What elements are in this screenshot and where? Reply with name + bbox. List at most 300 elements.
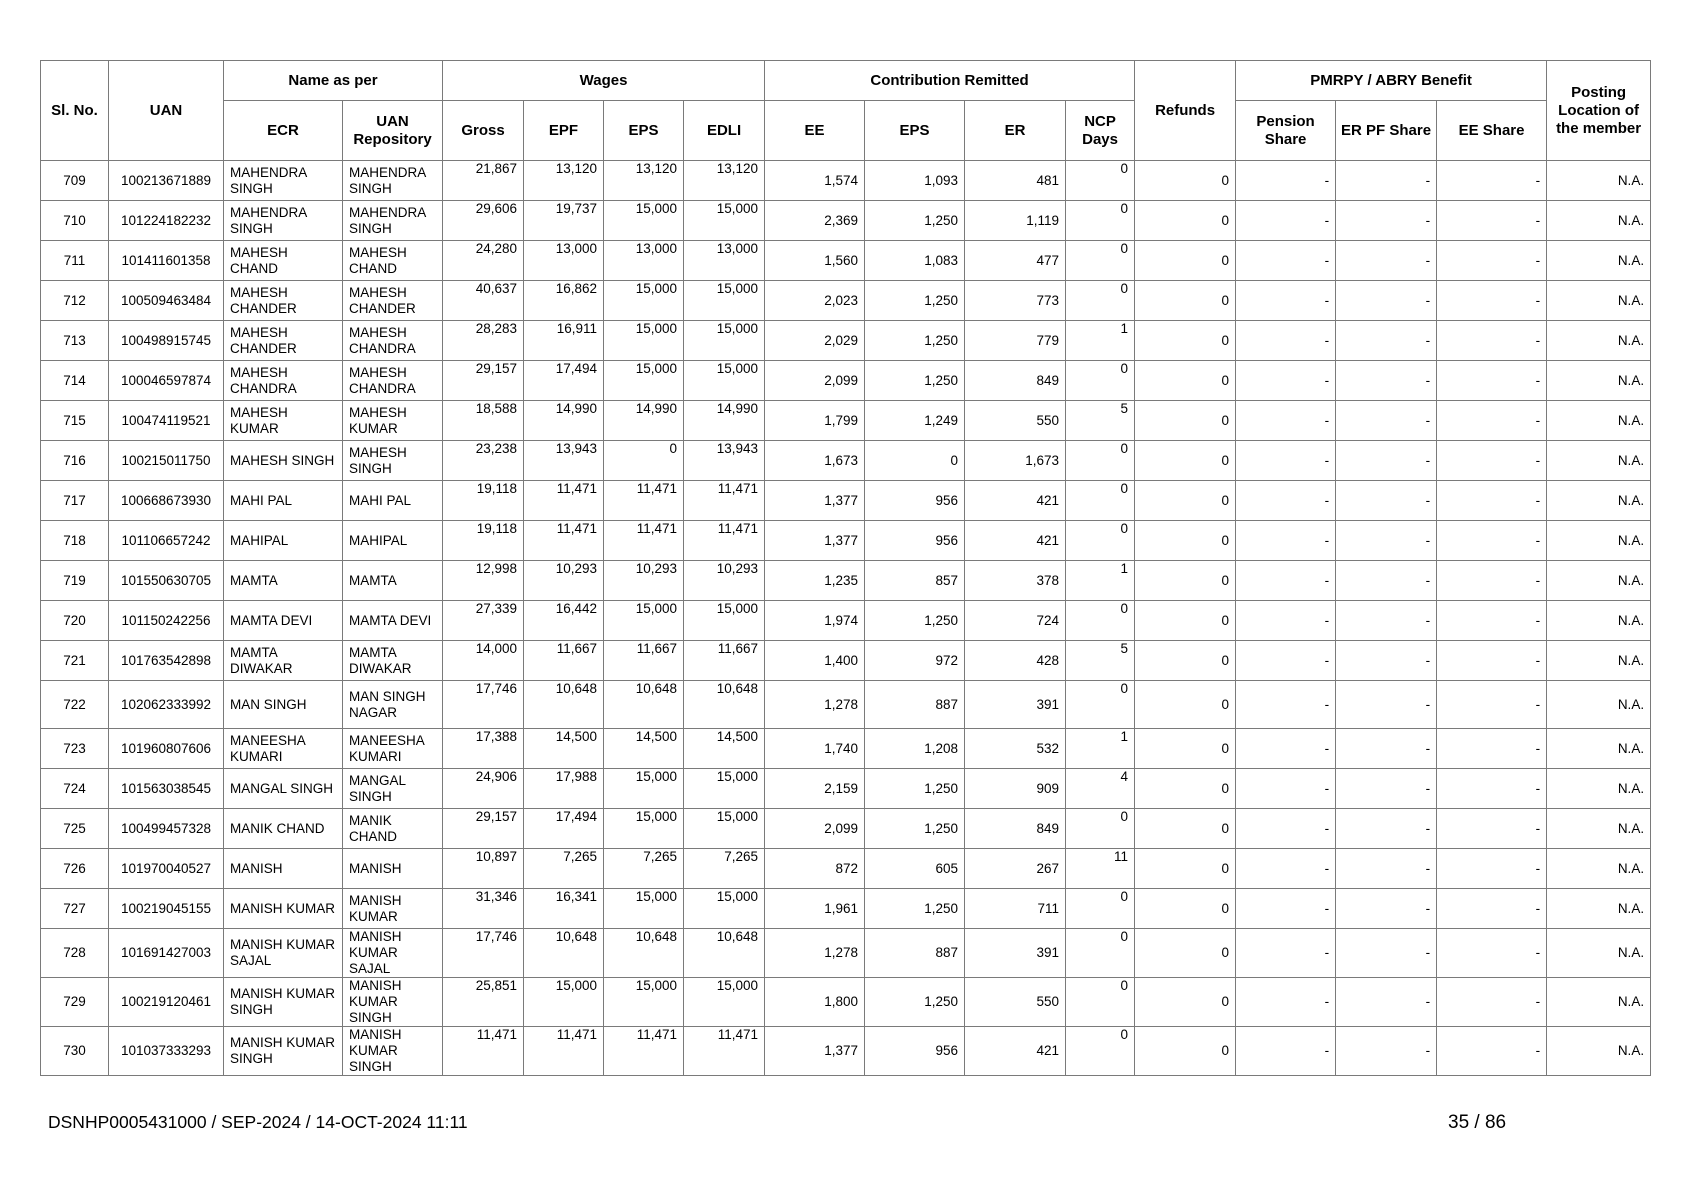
cell-name-uan-repository: MAHESH CHAND	[343, 241, 443, 281]
cell-gross: 17,746	[443, 929, 524, 978]
cell-ncp-days: 0	[1066, 241, 1135, 281]
cell-er: 378	[965, 561, 1066, 601]
table-row	[41, 729, 1651, 769]
cell-ee-share: -	[1437, 729, 1547, 769]
cell-refunds: 0	[1135, 889, 1236, 929]
cell-er: 849	[965, 361, 1066, 401]
cell-ee: 1,800	[765, 978, 865, 1027]
cell-edli: 13,943	[684, 441, 765, 481]
cell-eps: 11,667	[604, 641, 684, 681]
cell-name-ecr: MANISH KUMAR	[224, 889, 343, 929]
cell-er-pf-share: -	[1336, 201, 1437, 241]
cell-name-uan-repository: MAMTA DEVI	[343, 601, 443, 641]
cell-er-pf-share: -	[1336, 889, 1437, 929]
cell-ncp-days: 0	[1066, 481, 1135, 521]
cell-name-ecr: MAHENDRA SINGH	[224, 201, 343, 241]
cell-ee-share: -	[1437, 201, 1547, 241]
cell-ncp-days: 0	[1066, 889, 1135, 929]
cell-posting-location: N.A.	[1547, 889, 1651, 929]
cell-name-uan-repository: MAHESH CHANDRA	[343, 361, 443, 401]
cell-posting-location: N.A.	[1547, 978, 1651, 1027]
table-row	[41, 978, 1651, 1027]
cell-uan: 101224182232	[109, 201, 224, 241]
cell-edli: 11,471	[684, 521, 765, 561]
cell-refunds: 0	[1135, 729, 1236, 769]
cell-eps: 10,648	[604, 929, 684, 978]
cell-ncp-days: 0	[1066, 929, 1135, 978]
table-row	[41, 681, 1651, 729]
cell-ncp-days: 0	[1066, 521, 1135, 561]
cell-contrib-eps: 1,083	[865, 241, 965, 281]
table-row	[41, 769, 1651, 809]
cell-er-pf-share: -	[1336, 601, 1437, 641]
cell-name-uan-repository: MAHESH KUMAR	[343, 401, 443, 441]
cell-sl-no: 714	[41, 361, 109, 401]
cell-eps: 15,000	[604, 601, 684, 641]
cell-posting-location: N.A.	[1547, 769, 1651, 809]
cell-uan: 100498915745	[109, 321, 224, 361]
cell-name-uan-repository: MANISH KUMAR SAJAL	[343, 929, 443, 978]
cell-er: 849	[965, 809, 1066, 849]
cell-edli: 11,471	[684, 481, 765, 521]
cell-uan: 101691427003	[109, 929, 224, 978]
cell-name-uan-repository: MANGAL SINGH	[343, 769, 443, 809]
cell-ee-share: -	[1437, 769, 1547, 809]
cell-posting-location: N.A.	[1547, 849, 1651, 889]
cell-refunds: 0	[1135, 321, 1236, 361]
cell-ee: 1,560	[765, 241, 865, 281]
cell-contrib-eps: 1,208	[865, 729, 965, 769]
cell-gross: 24,906	[443, 769, 524, 809]
cell-er-pf-share: -	[1336, 161, 1437, 201]
cell-gross: 29,157	[443, 809, 524, 849]
cell-er-pf-share: -	[1336, 481, 1437, 521]
cell-er: 773	[965, 281, 1066, 321]
cell-posting-location: N.A.	[1547, 681, 1651, 729]
cell-posting-location: N.A.	[1547, 929, 1651, 978]
cell-posting-location: N.A.	[1547, 401, 1651, 441]
cell-ee-share: -	[1437, 401, 1547, 441]
cell-name-uan-repository: MAHESH SINGH	[343, 441, 443, 481]
cell-epf: 10,648	[524, 681, 604, 729]
cell-er: 421	[965, 521, 1066, 561]
header-ecr: ECR	[224, 101, 343, 161]
cell-posting-location: N.A.	[1547, 281, 1651, 321]
cell-ncp-days: 4	[1066, 769, 1135, 809]
cell-sl-no: 730	[41, 1027, 109, 1076]
cell-uan: 100668673930	[109, 481, 224, 521]
cell-er-pf-share: -	[1336, 929, 1437, 978]
cell-contrib-eps: 956	[865, 481, 965, 521]
cell-er: 532	[965, 729, 1066, 769]
cell-ee: 2,099	[765, 809, 865, 849]
cell-contrib-eps: 1,249	[865, 401, 965, 441]
cell-uan: 100046597874	[109, 361, 224, 401]
cell-posting-location: N.A.	[1547, 729, 1651, 769]
footer-page-number: 35 / 86	[1448, 1112, 1507, 1133]
cell-ee-share: -	[1437, 681, 1547, 729]
cell-name-ecr: MANISH KUMAR SAJAL	[224, 929, 343, 978]
cell-sl-no: 721	[41, 641, 109, 681]
cell-ee: 2,029	[765, 321, 865, 361]
cell-posting-location: N.A.	[1547, 1027, 1651, 1076]
cell-posting-location: N.A.	[1547, 561, 1651, 601]
header-gross: Gross	[443, 101, 524, 161]
cell-sl-no: 718	[41, 521, 109, 561]
cell-contrib-eps: 1,250	[865, 769, 965, 809]
table-row	[41, 441, 1651, 481]
cell-er-pf-share: -	[1336, 441, 1437, 481]
cell-er-pf-share: -	[1336, 769, 1437, 809]
cell-epf: 16,442	[524, 601, 604, 641]
cell-gross: 19,118	[443, 521, 524, 561]
cell-sl-no: 715	[41, 401, 109, 441]
table-row	[41, 521, 1651, 561]
table-row	[41, 809, 1651, 849]
cell-contrib-eps: 1,250	[865, 809, 965, 849]
cell-gross: 40,637	[443, 281, 524, 321]
cell-ee-share: -	[1437, 601, 1547, 641]
cell-er-pf-share: -	[1336, 561, 1437, 601]
cell-er-pf-share: -	[1336, 849, 1437, 889]
cell-pension-share: -	[1236, 561, 1336, 601]
header-ee: EE	[765, 101, 865, 161]
cell-contrib-eps: 1,250	[865, 601, 965, 641]
cell-epf: 11,471	[524, 521, 604, 561]
header-edli: EDLI	[684, 101, 765, 161]
cell-posting-location: N.A.	[1547, 601, 1651, 641]
cell-epf: 14,500	[524, 729, 604, 769]
cell-eps: 15,000	[604, 361, 684, 401]
cell-gross: 25,851	[443, 978, 524, 1027]
cell-epf: 14,990	[524, 401, 604, 441]
cell-uan: 100219045155	[109, 889, 224, 929]
cell-posting-location: N.A.	[1547, 161, 1651, 201]
cell-contrib-eps: 956	[865, 521, 965, 561]
cell-uan: 101037333293	[109, 1027, 224, 1076]
cell-contrib-eps: 1,250	[865, 361, 965, 401]
cell-er-pf-share: -	[1336, 321, 1437, 361]
cell-name-ecr: MAHESH CHANDRA	[224, 361, 343, 401]
cell-ee-share: -	[1437, 481, 1547, 521]
cell-eps: 13,000	[604, 241, 684, 281]
cell-refunds: 0	[1135, 441, 1236, 481]
cell-eps: 7,265	[604, 849, 684, 889]
table-row	[41, 1027, 1651, 1076]
cell-eps: 10,293	[604, 561, 684, 601]
header-epf: EPF	[524, 101, 604, 161]
cell-refunds: 0	[1135, 681, 1236, 729]
cell-name-ecr: MAMTA DEVI	[224, 601, 343, 641]
cell-gross: 19,118	[443, 481, 524, 521]
cell-eps: 11,471	[604, 481, 684, 521]
cell-name-ecr: MAMTA DIWAKAR	[224, 641, 343, 681]
cell-ee: 2,099	[765, 361, 865, 401]
cell-ee: 1,400	[765, 641, 865, 681]
cell-uan: 100219120461	[109, 978, 224, 1027]
cell-contrib-eps: 1,093	[865, 161, 965, 201]
cell-ee-share: -	[1437, 241, 1547, 281]
cell-ee: 1,799	[765, 401, 865, 441]
cell-pension-share: -	[1236, 281, 1336, 321]
cell-eps: 11,471	[604, 521, 684, 561]
cell-eps: 15,000	[604, 809, 684, 849]
cell-name-uan-repository: MANISH KUMAR	[343, 889, 443, 929]
cell-sl-no: 720	[41, 601, 109, 641]
cell-name-uan-repository: MAMTA	[343, 561, 443, 601]
cell-edli: 11,471	[684, 1027, 765, 1076]
cell-uan: 100509463484	[109, 281, 224, 321]
cell-name-uan-repository: MANISH	[343, 849, 443, 889]
cell-uan: 101763542898	[109, 641, 224, 681]
cell-eps: 15,000	[604, 281, 684, 321]
cell-ee: 1,278	[765, 681, 865, 729]
cell-uan: 100499457328	[109, 809, 224, 849]
cell-ee-share: -	[1437, 809, 1547, 849]
cell-ee: 1,961	[765, 889, 865, 929]
cell-contrib-eps: 956	[865, 1027, 965, 1076]
cell-er: 421	[965, 481, 1066, 521]
table-row	[41, 201, 1651, 241]
cell-eps: 13,120	[604, 161, 684, 201]
cell-uan: 101106657242	[109, 521, 224, 561]
cell-uan: 101970040527	[109, 849, 224, 889]
cell-er-pf-share: -	[1336, 729, 1437, 769]
cell-eps: 10,648	[604, 681, 684, 729]
table-row	[41, 849, 1651, 889]
cell-eps: 15,000	[604, 321, 684, 361]
cell-pension-share: -	[1236, 978, 1336, 1027]
cell-ee: 1,235	[765, 561, 865, 601]
cell-pension-share: -	[1236, 521, 1336, 561]
cell-epf: 7,265	[524, 849, 604, 889]
header-sl-no: Sl. No.	[41, 61, 109, 161]
cell-sl-no: 717	[41, 481, 109, 521]
cell-er: 550	[965, 978, 1066, 1027]
cell-ee: 1,377	[765, 481, 865, 521]
header-eps: EPS	[604, 101, 684, 161]
cell-epf: 10,648	[524, 929, 604, 978]
cell-posting-location: N.A.	[1547, 201, 1651, 241]
cell-name-uan-repository: MAHIPAL	[343, 521, 443, 561]
cell-er: 477	[965, 241, 1066, 281]
cell-er: 428	[965, 641, 1066, 681]
cell-posting-location: N.A.	[1547, 321, 1651, 361]
cell-uan: 102062333992	[109, 681, 224, 729]
cell-er-pf-share: -	[1336, 241, 1437, 281]
cell-sl-no: 709	[41, 161, 109, 201]
cell-epf: 16,862	[524, 281, 604, 321]
cell-sl-no: 713	[41, 321, 109, 361]
cell-sl-no: 728	[41, 929, 109, 978]
cell-gross: 11,471	[443, 1027, 524, 1076]
cell-gross: 23,238	[443, 441, 524, 481]
cell-er: 391	[965, 681, 1066, 729]
cell-er: 421	[965, 1027, 1066, 1076]
cell-ee: 1,377	[765, 1027, 865, 1076]
cell-contrib-eps: 972	[865, 641, 965, 681]
cell-name-uan-repository: MANISH KUMAR SINGH	[343, 978, 443, 1027]
cell-name-uan-repository: MAHESH CHANDER	[343, 281, 443, 321]
cell-edli: 15,000	[684, 201, 765, 241]
table-row	[41, 361, 1651, 401]
cell-ee-share: -	[1437, 849, 1547, 889]
cell-eps: 15,000	[604, 201, 684, 241]
cell-epf: 17,494	[524, 809, 604, 849]
cell-pension-share: -	[1236, 1027, 1336, 1076]
cell-pension-share: -	[1236, 681, 1336, 729]
table-row	[41, 161, 1651, 201]
cell-ee-share: -	[1437, 889, 1547, 929]
cell-edli: 15,000	[684, 281, 765, 321]
cell-gross: 29,606	[443, 201, 524, 241]
cell-ee: 1,673	[765, 441, 865, 481]
cell-gross: 27,339	[443, 601, 524, 641]
cell-pension-share: -	[1236, 729, 1336, 769]
cell-pension-share: -	[1236, 241, 1336, 281]
cell-epf: 11,667	[524, 641, 604, 681]
header-uan: UAN	[109, 61, 224, 161]
cell-refunds: 0	[1135, 601, 1236, 641]
cell-ee: 872	[765, 849, 865, 889]
header-ee-share: EE Share	[1437, 101, 1547, 161]
cell-er-pf-share: -	[1336, 361, 1437, 401]
table-row	[41, 601, 1651, 641]
cell-sl-no: 710	[41, 201, 109, 241]
cell-ee: 2,159	[765, 769, 865, 809]
cell-eps: 11,471	[604, 1027, 684, 1076]
cell-posting-location: N.A.	[1547, 641, 1651, 681]
cell-name-uan-repository: MAHI PAL	[343, 481, 443, 521]
cell-eps: 15,000	[604, 889, 684, 929]
cell-contrib-eps: 1,250	[865, 281, 965, 321]
cell-refunds: 0	[1135, 521, 1236, 561]
cell-ncp-days: 0	[1066, 601, 1135, 641]
cell-epf: 17,988	[524, 769, 604, 809]
cell-er: 391	[965, 929, 1066, 978]
cell-ee-share: -	[1437, 978, 1547, 1027]
cell-name-ecr: MANISH	[224, 849, 343, 889]
cell-ncp-days: 5	[1066, 401, 1135, 441]
cell-ee-share: -	[1437, 521, 1547, 561]
cell-edli: 7,265	[684, 849, 765, 889]
cell-edli: 15,000	[684, 889, 765, 929]
cell-er: 909	[965, 769, 1066, 809]
cell-uan: 100213671889	[109, 161, 224, 201]
cell-epf: 15,000	[524, 978, 604, 1027]
cell-edli: 15,000	[684, 769, 765, 809]
cell-epf: 10,293	[524, 561, 604, 601]
cell-name-uan-repository: MAHENDRA SINGH	[343, 161, 443, 201]
cell-ncp-days: 1	[1066, 729, 1135, 769]
cell-sl-no: 724	[41, 769, 109, 809]
cell-er-pf-share: -	[1336, 401, 1437, 441]
cell-sl-no: 726	[41, 849, 109, 889]
cell-epf: 19,737	[524, 201, 604, 241]
cell-ncp-days: 0	[1066, 978, 1135, 1027]
cell-pension-share: -	[1236, 641, 1336, 681]
cell-name-uan-repository: MAMTA DIWAKAR	[343, 641, 443, 681]
cell-refunds: 0	[1135, 481, 1236, 521]
cell-er-pf-share: -	[1336, 681, 1437, 729]
table-row	[41, 481, 1651, 521]
cell-refunds: 0	[1135, 361, 1236, 401]
cell-edli: 10,293	[684, 561, 765, 601]
cell-eps: 14,990	[604, 401, 684, 441]
cell-refunds: 0	[1135, 1027, 1236, 1076]
cell-er-pf-share: -	[1336, 978, 1437, 1027]
cell-pension-share: -	[1236, 401, 1336, 441]
cell-epf: 17,494	[524, 361, 604, 401]
cell-name-uan-repository: MAN SINGH NAGAR	[343, 681, 443, 729]
cell-er: 724	[965, 601, 1066, 641]
table-row	[41, 929, 1651, 978]
cell-name-uan-repository: MANEESHA KUMARI	[343, 729, 443, 769]
cell-gross: 24,280	[443, 241, 524, 281]
header-pmrpy-abry: PMRPY / ABRY Benefit	[1236, 61, 1547, 101]
cell-edli: 13,120	[684, 161, 765, 201]
cell-contrib-eps: 857	[865, 561, 965, 601]
cell-name-uan-repository: MAHENDRA SINGH	[343, 201, 443, 241]
cell-uan: 101150242256	[109, 601, 224, 641]
cell-contrib-eps: 1,250	[865, 201, 965, 241]
cell-uan: 101550630705	[109, 561, 224, 601]
cell-epf: 13,120	[524, 161, 604, 201]
cell-uan: 101411601358	[109, 241, 224, 281]
cell-refunds: 0	[1135, 241, 1236, 281]
cell-ee-share: -	[1437, 561, 1547, 601]
cell-er: 711	[965, 889, 1066, 929]
cell-sl-no: 725	[41, 809, 109, 849]
cell-ncp-days: 1	[1066, 321, 1135, 361]
cell-er: 481	[965, 161, 1066, 201]
cell-pension-share: -	[1236, 321, 1336, 361]
table-row	[41, 401, 1651, 441]
footer-reference: DSNHP0005431000 / SEP-2024 / 14-OCT-2024 11:11	[48, 1112, 468, 1132]
cell-er-pf-share: -	[1336, 809, 1437, 849]
cell-posting-location: N.A.	[1547, 521, 1651, 561]
header-contribution-remitted: Contribution Remitted	[765, 61, 1135, 101]
cell-sl-no: 722	[41, 681, 109, 729]
cell-name-ecr: MANIK CHAND	[224, 809, 343, 849]
cell-ee: 1,574	[765, 161, 865, 201]
cell-eps: 15,000	[604, 978, 684, 1027]
cell-name-uan-repository: MANIK CHAND	[343, 809, 443, 849]
cell-er: 779	[965, 321, 1066, 361]
cell-refunds: 0	[1135, 809, 1236, 849]
header-wages: Wages	[443, 61, 765, 101]
cell-name-ecr: MANISH KUMAR SINGH	[224, 1027, 343, 1076]
cell-er-pf-share: -	[1336, 281, 1437, 321]
cell-eps: 14,500	[604, 729, 684, 769]
table-row	[41, 889, 1651, 929]
cell-edli: 10,648	[684, 929, 765, 978]
cell-er: 1,119	[965, 201, 1066, 241]
cell-name-ecr: MANEESHA KUMARI	[224, 729, 343, 769]
cell-sl-no: 719	[41, 561, 109, 601]
cell-ee-share: -	[1437, 929, 1547, 978]
cell-posting-location: N.A.	[1547, 481, 1651, 521]
ecr-contribution-table	[40, 60, 1651, 1076]
cell-pension-share: -	[1236, 601, 1336, 641]
cell-ncp-days: 0	[1066, 1027, 1135, 1076]
cell-ee-share: -	[1437, 321, 1547, 361]
cell-ee-share: -	[1437, 361, 1547, 401]
cell-edli: 11,667	[684, 641, 765, 681]
table-row	[41, 241, 1651, 281]
cell-name-ecr: MAHESH CHANDER	[224, 281, 343, 321]
cell-gross: 17,388	[443, 729, 524, 769]
